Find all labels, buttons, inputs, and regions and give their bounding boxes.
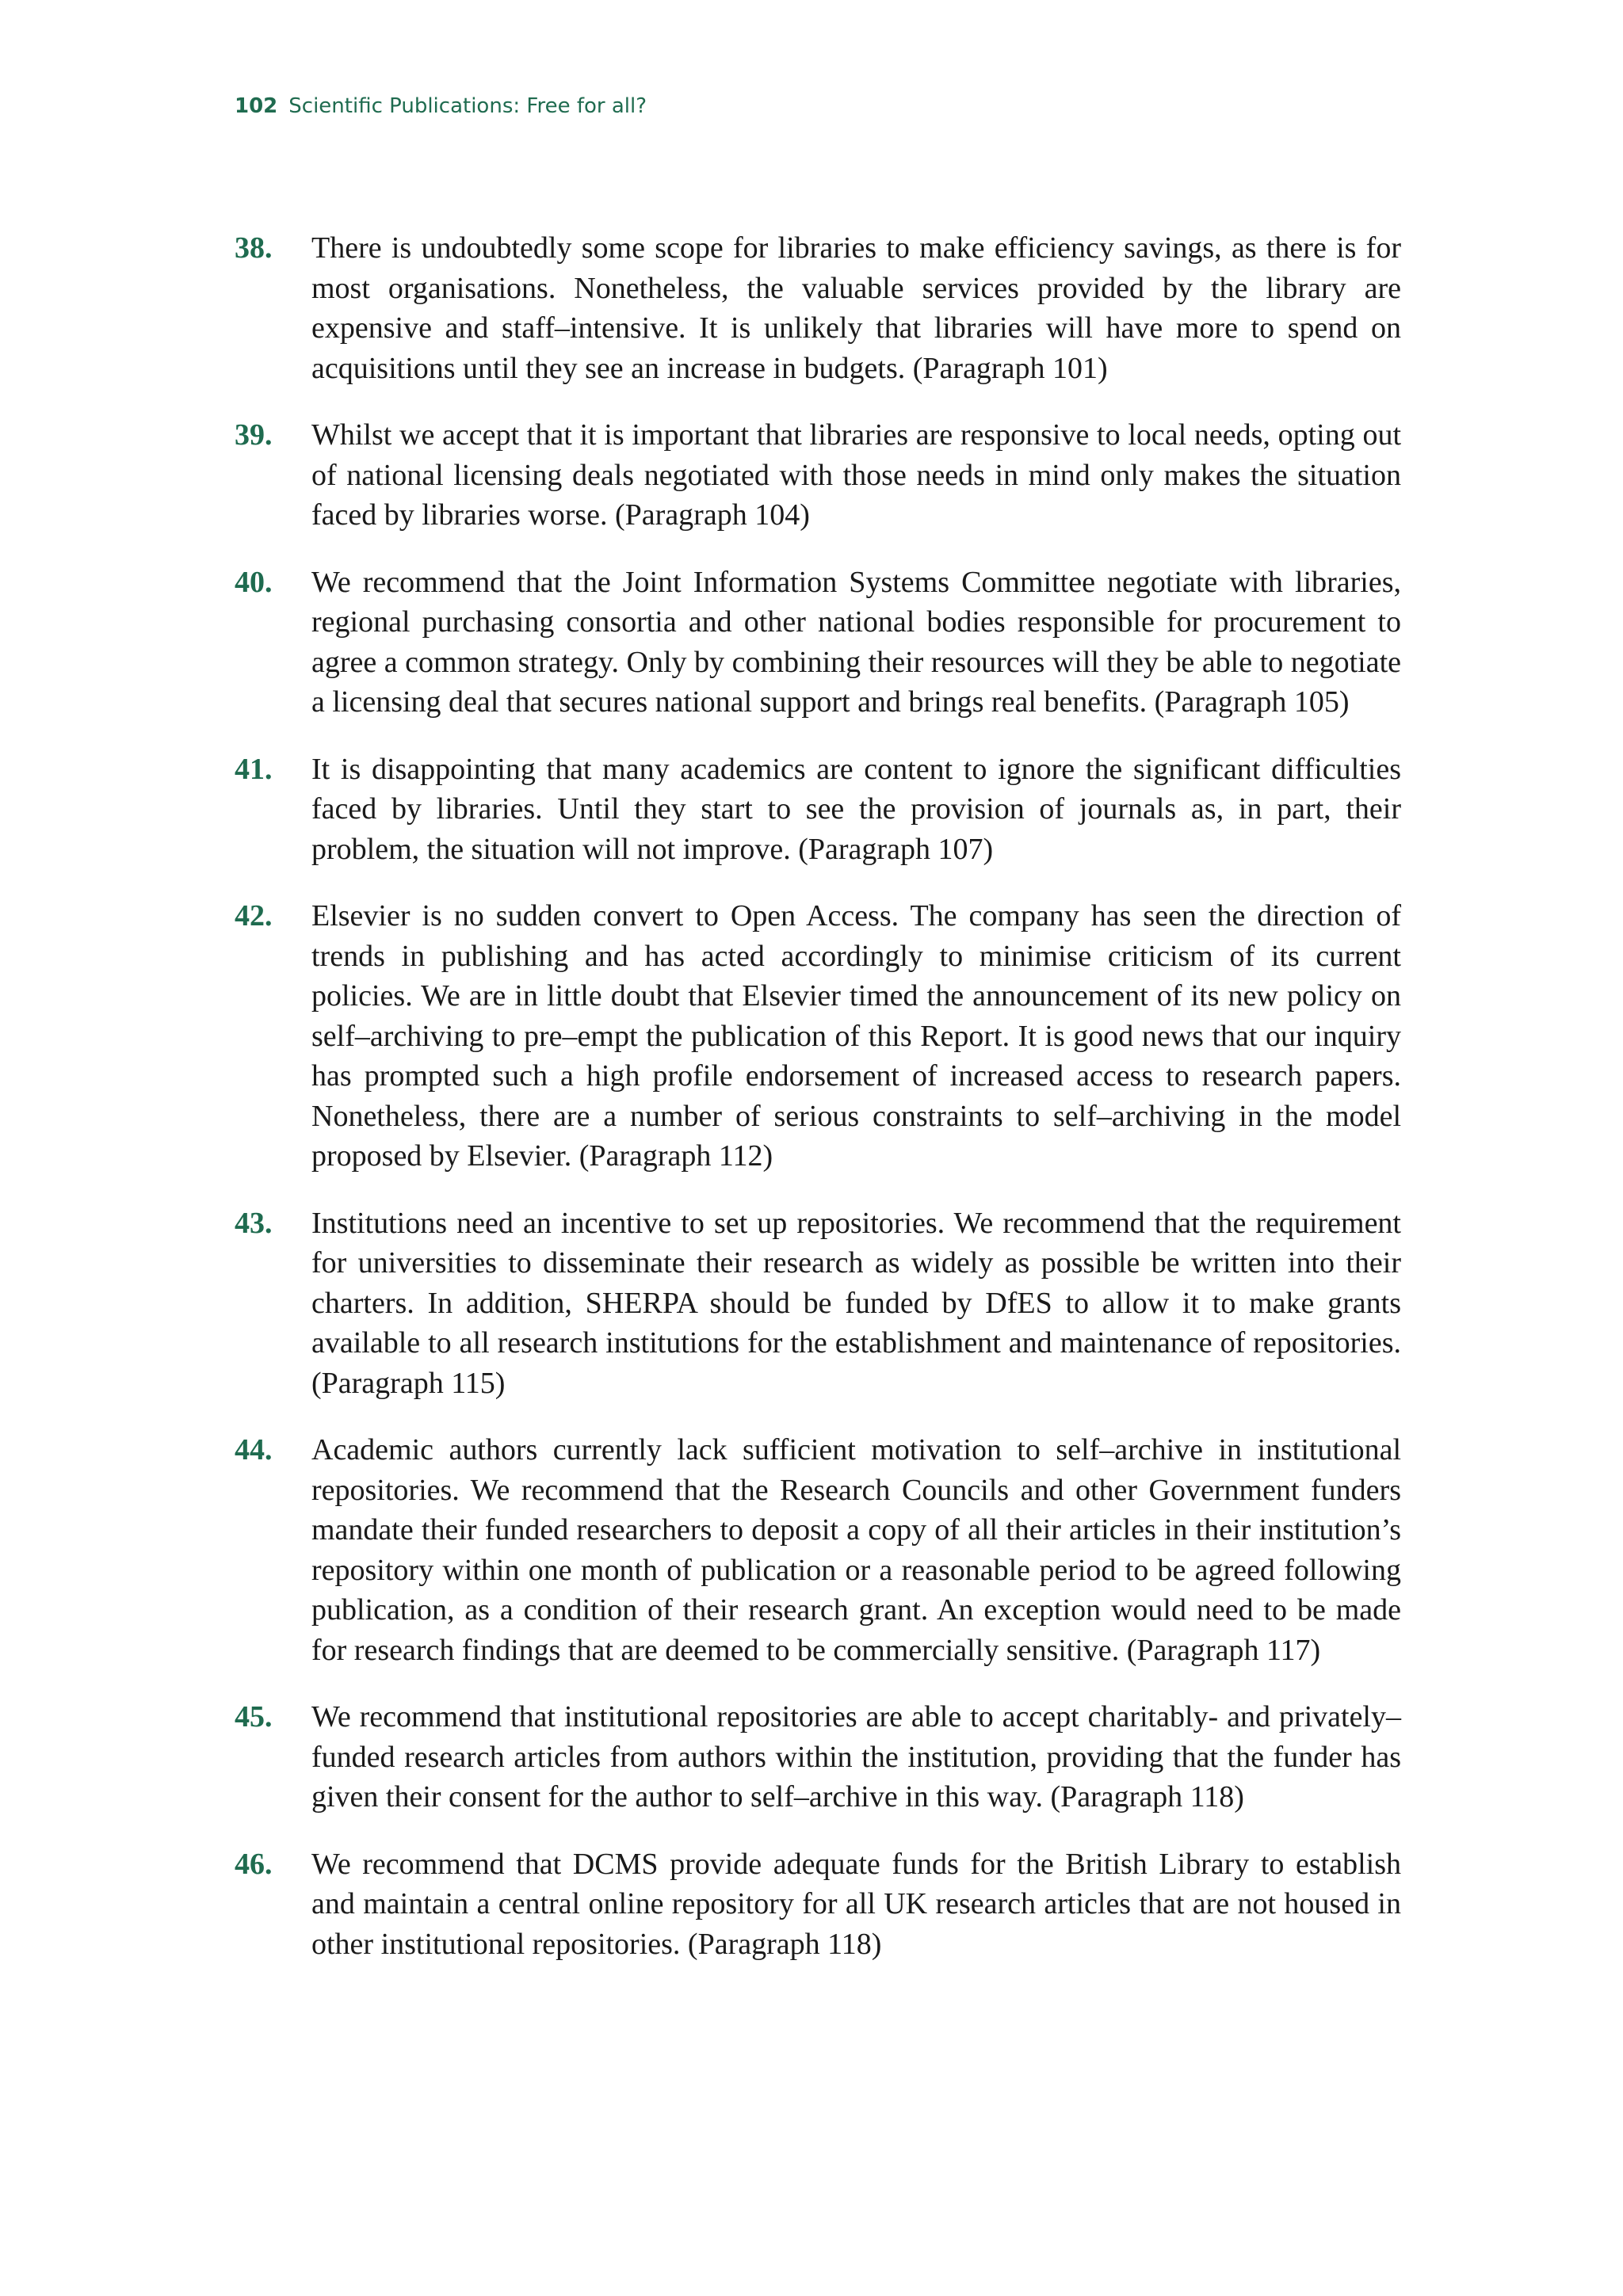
recommendation-42 (235, 896, 1401, 1177)
recommendation-text: Elsevier is no sudden convert to Open Access. The company has seen the direction of trends in publishing and has acted accordingly to minimise criticism of its current policies. We are in little doubt that Elsevier timed the announcement of its new policy on self–archiving to pre–empt the publication of this Report. It is good news that our inquiry has prompted such a high profile endorsement of increased access to research papers. Nonetheless, there are a number of serious constraints to self–archiving in the model proposed by Elsevier. (Paragraph 112) (311, 899, 1401, 1173)
document-title: Scientific Publications: Free for all? (288, 94, 647, 118)
recommendation-text: We recommend that the Joint Information Systems Committee negotiate with libraries, regional purchasing consortia and other national bodies responsible for procurement to agree a common strategy. Only by combining their resources will they be able to negotiate a licensing deal that secures national support and brings real benefits. (Paragraph 105) (311, 565, 1401, 719)
recommendation-number: 45. (235, 1700, 273, 1733)
recommendation-number: 44. (235, 1433, 273, 1466)
recommendation-text: We recommend that DCMS provide adequate funds for the British Library to establish and maintain a central online repository for all UK research articles that are not housed in other institutional repositories. (Paragraph 118) (311, 1847, 1401, 1961)
recommendation-text: There is undoubtedly some scope for libraries to make efficiency savings, as there is for most organisations. Nonetheless, the valuable services provided by the library are expensive and staff–intensive. It is unlikely that libraries will have more to spend on acquisitions until they see an increase in budgets. (Paragraph 101) (311, 231, 1401, 385)
recommendation-44 (235, 1430, 1401, 1670)
recommendation-41 (235, 749, 1401, 870)
recommendation-number: 40. (235, 565, 273, 599)
recommendation-number: 43. (235, 1206, 273, 1240)
recommendation-40 (235, 563, 1401, 723)
recommendation-39 (235, 415, 1401, 536)
recommendations-list (235, 228, 1401, 1991)
recommendation-43 (235, 1203, 1401, 1404)
recommendation-number: 39. (235, 418, 273, 452)
running-header (235, 93, 647, 120)
recommendation-text: We recommend that institutional repositories are able to accept charitably- and privately–funded research articles from authors within the institution, providing that the funder has given their consent for the author to self–archive in this way. (Paragraph 118) (311, 1700, 1401, 1814)
recommendation-text: Academic authors currently lack sufficient motivation to self–archive in institutional repositories. We recommend that the Research Councils and other Government funders mandate their funded researchers to deposit a copy of all their articles in their institution’s repository within one month of publication or a reasonable period to be agreed following publication, as a condition of their research grant. An exception would need to be made for research findings that are deemed to be commercially sensitive. (Paragraph 117) (311, 1433, 1401, 1667)
recommendation-text: It is disappointing that many academics are content to ignore the significant difficulties faced by libraries. Until they start to see the provision of journals as, in part, their problem, the situation will not improve. (Paragraph 107) (311, 752, 1401, 866)
recommendation-text: Whilst we accept that it is important that libraries are responsive to local needs, opting out of national licensing deals negotiated with those needs in mind only makes the situation faced by libraries worse. (Paragraph 104) (311, 418, 1401, 532)
recommendation-number: 38. (235, 231, 273, 265)
recommendation-text: Institutions need an incentive to set up repositories. We recommend that the requirement for universities to disseminate their research as widely as possible be written into their charters. In addition, SHERPA should be funded by DfES to allow it to make grants available to all research institutions for the establishment and maintenance of repositories. (Paragraph 115) (311, 1206, 1401, 1400)
page-number: 102 (235, 94, 278, 118)
recommendation-45 (235, 1697, 1401, 1817)
recommendation-46 (235, 1844, 1401, 1965)
recommendation-number: 46. (235, 1847, 273, 1881)
recommendation-number: 42. (235, 899, 273, 933)
recommendation-number: 41. (235, 752, 273, 786)
recommendation-38 (235, 228, 1401, 388)
